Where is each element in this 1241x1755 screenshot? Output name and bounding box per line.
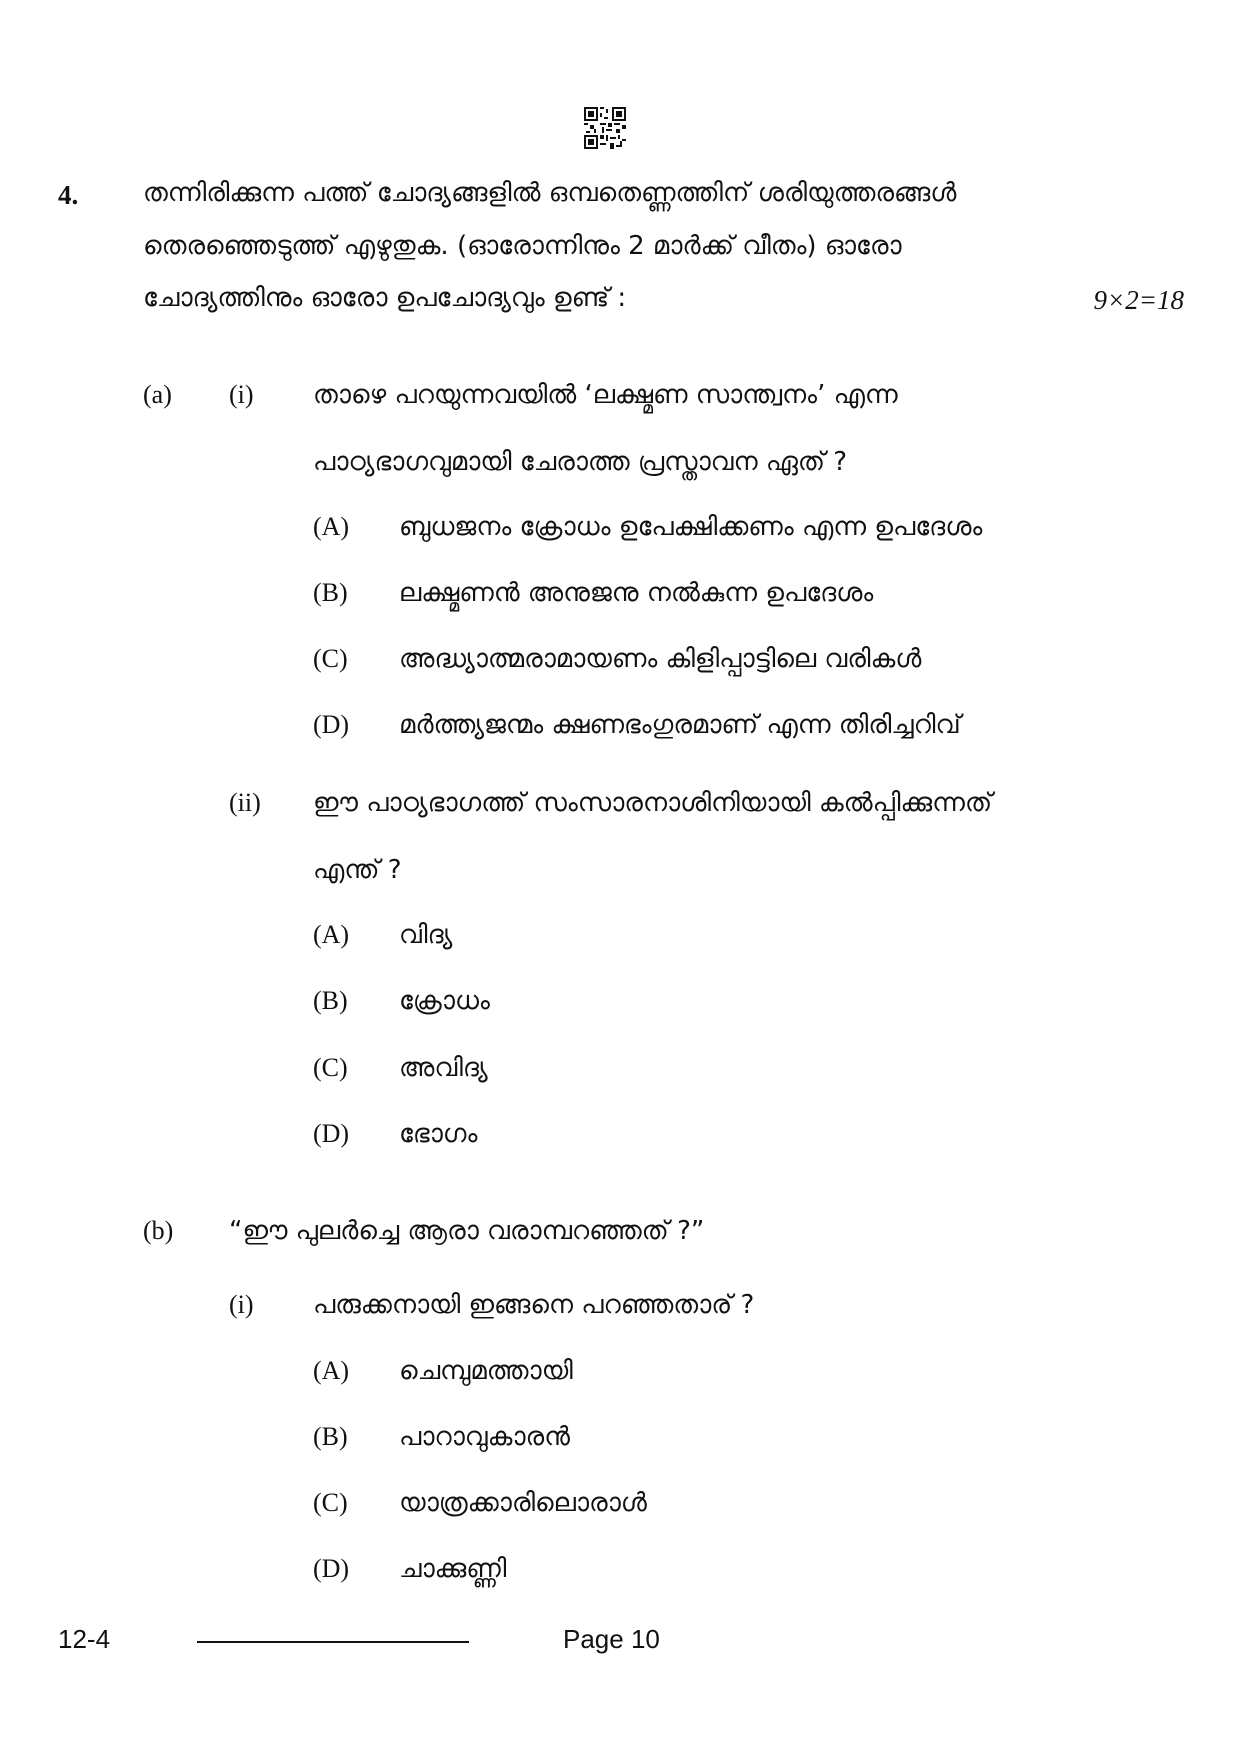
option-text: യാത്രക്കാരിലൊരാൾ: [399, 1488, 647, 1518]
part-a-ii-line-1: ഈ പാഠ്യഭാഗത്ത് സംസാരനാശിനിയായി കൽപ്പിക്കുന്നത്: [313, 788, 993, 818]
option-letter: (C): [313, 644, 348, 673]
marks-allocation: 9×2=18: [1093, 285, 1184, 315]
part-a-label: (a): [143, 380, 172, 409]
paper-code: 12-4: [58, 1624, 111, 1654]
option-text: ക്രോധം: [399, 986, 490, 1016]
option-text: അദ്ധ്യാത്മരാമായണം കിളിപ്പാട്ടിലെ വരികൾ: [399, 644, 922, 674]
option-text: ചെമ്പുമത്തായി: [399, 1356, 573, 1386]
part-b-i-line: പരുക്കനായി ഇങ്ങനെ പറഞ്ഞതാര് ?: [313, 1290, 755, 1320]
part-b-sub-i-label: (i): [229, 1290, 254, 1319]
part-a-sub-i-label: (i): [229, 380, 254, 409]
question-number: 4.: [58, 180, 79, 210]
option-letter: (C): [313, 1488, 348, 1517]
part-a-ii-line-2: എന്ത് ?: [313, 855, 402, 885]
option-letter: (B): [313, 986, 348, 1015]
option-letter: (C): [313, 1053, 348, 1082]
option-text: മർത്ത്യജന്മം ക്ഷണഭംഗുരമാണ് എന്ന തിരിച്ചറിവ്: [399, 710, 961, 740]
option-text: ചാക്കുണ്ണി: [399, 1554, 507, 1584]
option-text: വിദ്യ: [399, 920, 453, 950]
option-letter: (B): [313, 578, 348, 607]
option-letter: (D): [313, 1119, 350, 1148]
option-letter: (A): [313, 1356, 350, 1385]
part-b-label: (b): [143, 1216, 174, 1245]
option-text: ലക്ഷ്മണൻ അനുജനു നൽകുന്ന ഉപദേശം: [399, 578, 874, 608]
option-letter: (D): [313, 710, 350, 739]
option-letter: (A): [313, 920, 350, 949]
footer-divider: [197, 1641, 469, 1643]
instruction-line-2: തെരഞ്ഞെടുത്ത് എഴുതുക. (ഓരോന്നിനും 2 മാർക്ക് വീതം) ഓരോ: [143, 231, 902, 261]
instruction-line-1: തന്നിരിക്കുന്ന പത്ത് ചോദ്യങ്ങളിൽ ഒമ്പതെണ്ണത്തിന് ശരിയുത്തരങ്ങൾ: [143, 178, 957, 208]
option-text: പാറാവുകാരൻ: [399, 1422, 571, 1452]
page-number: Page 10: [563, 1624, 660, 1654]
instruction-line-3: ചോദ്യത്തിനും ഓരോ ഉപചോദ്യവും ഉണ്ട് :: [143, 283, 627, 313]
qr-code-icon: [584, 107, 626, 149]
option-letter: (B): [313, 1422, 348, 1451]
option-text: ഭോഗം: [399, 1119, 478, 1149]
option-letter: (A): [313, 512, 350, 541]
part-a-i-line-2: പാഠ്യഭാഗവുമായി ചേരാത്ത പ്രസ്താവന ഏത് ?: [313, 447, 848, 477]
part-b-quote: “ഈ പുലർച്ചെ ആരാ വരാമ്പറഞ്ഞത് ?”: [229, 1216, 705, 1246]
option-letter: (D): [313, 1554, 350, 1583]
part-a-i-line-1: താഴെ പറയുന്നവയിൽ ‘ലക്ഷ്മണ സാന്ത്വനം’ എന്ന: [313, 380, 898, 410]
part-a-sub-ii-label: (ii): [229, 788, 261, 817]
option-text: അവിദ്യ: [399, 1053, 488, 1083]
option-text: ബുധജനം ക്രോധം ഉപേക്ഷിക്കണം എന്ന ഉപദേശം: [399, 512, 983, 542]
